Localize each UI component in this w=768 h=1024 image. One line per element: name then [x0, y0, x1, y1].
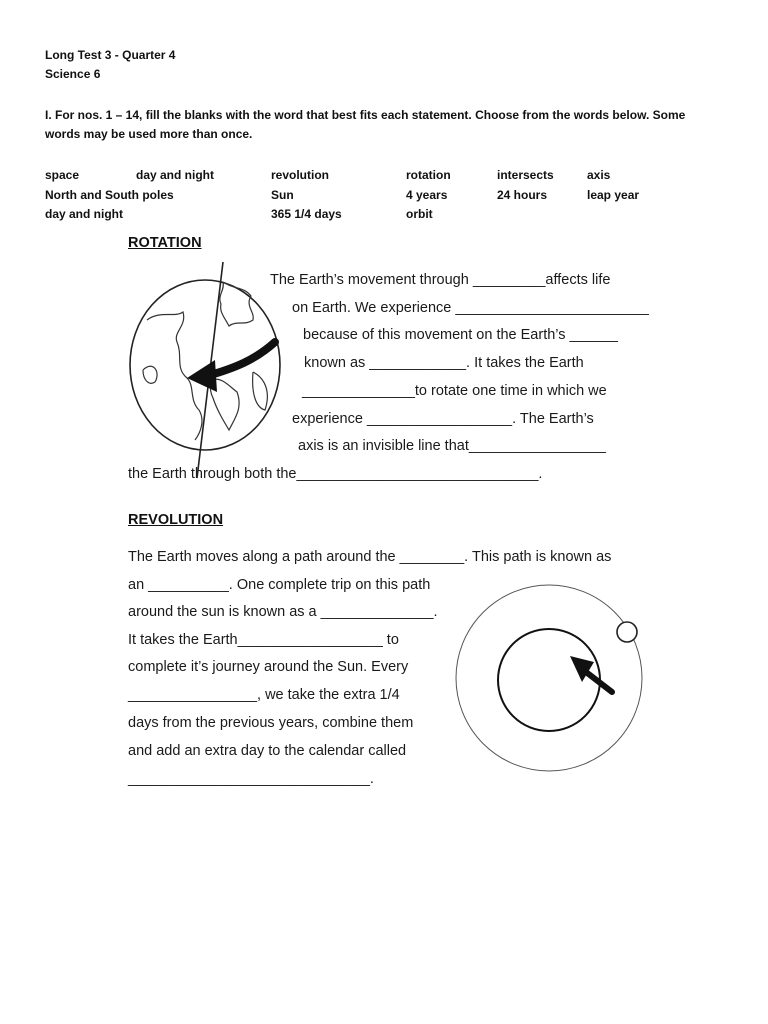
word-bank-item: axis — [587, 168, 611, 182]
earth-revolution-diagram — [450, 580, 650, 780]
word-bank-item: orbit — [406, 207, 433, 221]
revolution-line: around the sun is known as a ______________. — [128, 604, 438, 620]
word-bank-item: revolution — [271, 168, 330, 182]
word-bank-item: 24 hours — [497, 188, 548, 202]
revolution-line: It takes the Earth__________________ to — [128, 632, 399, 648]
revolution-line: ______________________________. — [128, 771, 374, 787]
orbit-path — [456, 585, 642, 771]
subject-title: Science 6 — [45, 67, 101, 81]
word-bank-item: intersects — [497, 168, 554, 182]
sun-circle — [498, 629, 600, 731]
rotation-line: the Earth through both the______________________________. — [128, 466, 543, 482]
rotation-line: ______________to rotate one time in which we — [302, 383, 607, 399]
word-bank-item: 4 years — [406, 188, 448, 202]
word-bank-item: leap year — [587, 188, 640, 202]
rotation-line: axis is an invisible line that_________________ — [298, 438, 606, 454]
rotation-heading: ROTATION — [128, 235, 202, 251]
revolution-line: ________________, we take the extra 1/4 — [128, 687, 400, 703]
revolution-line: an __________. One complete trip on this path — [128, 577, 431, 593]
earth-globe — [130, 280, 280, 450]
word-bank-item: space — [45, 168, 80, 182]
rotation-line: because of this movement on the Earth’s ______ — [303, 327, 618, 343]
test-title: Long Test 3 - Quarter 4 — [45, 48, 176, 62]
revolution-line: and add an extra day to the calendar called — [128, 743, 407, 759]
continent-outline — [253, 372, 268, 410]
word-bank-item: day and night — [136, 168, 214, 182]
rotation-arrow — [207, 342, 275, 376]
revolution-heading: REVOLUTION — [128, 512, 224, 528]
word-bank-item: North and South poles — [45, 188, 174, 202]
word-bank-item: Sun — [271, 188, 294, 202]
rotation-line: experience __________________. The Earth’s — [292, 411, 594, 427]
rotation-line: known as ____________. It takes the Earth — [304, 355, 584, 371]
word-bank-item: rotation — [406, 168, 451, 182]
word-bank-item: day and night — [45, 207, 123, 221]
revolution-line: The Earth moves along a path around the ________. This path is known as — [128, 549, 612, 565]
earth-circle — [617, 622, 637, 642]
continent-outline — [143, 366, 157, 383]
rotation-line: The Earth’s movement through _________affects life — [270, 272, 611, 288]
revolution-line: complete it’s journey around the Sun. Every — [128, 659, 409, 675]
word-bank-item: 365 1/4 days — [271, 207, 342, 221]
rotation-line: on Earth. We experience ________________________ — [292, 300, 649, 316]
earth-rotation-diagram — [125, 260, 285, 490]
instructions-line-1: I. For nos. 1 – 14, fill the blanks with the word that best fits each statement. Choose from the words below. Some — [45, 108, 686, 122]
instructions-line-2: words may be used more than once. — [45, 127, 253, 141]
revolution-line: days from the previous years, combine them — [128, 715, 414, 731]
